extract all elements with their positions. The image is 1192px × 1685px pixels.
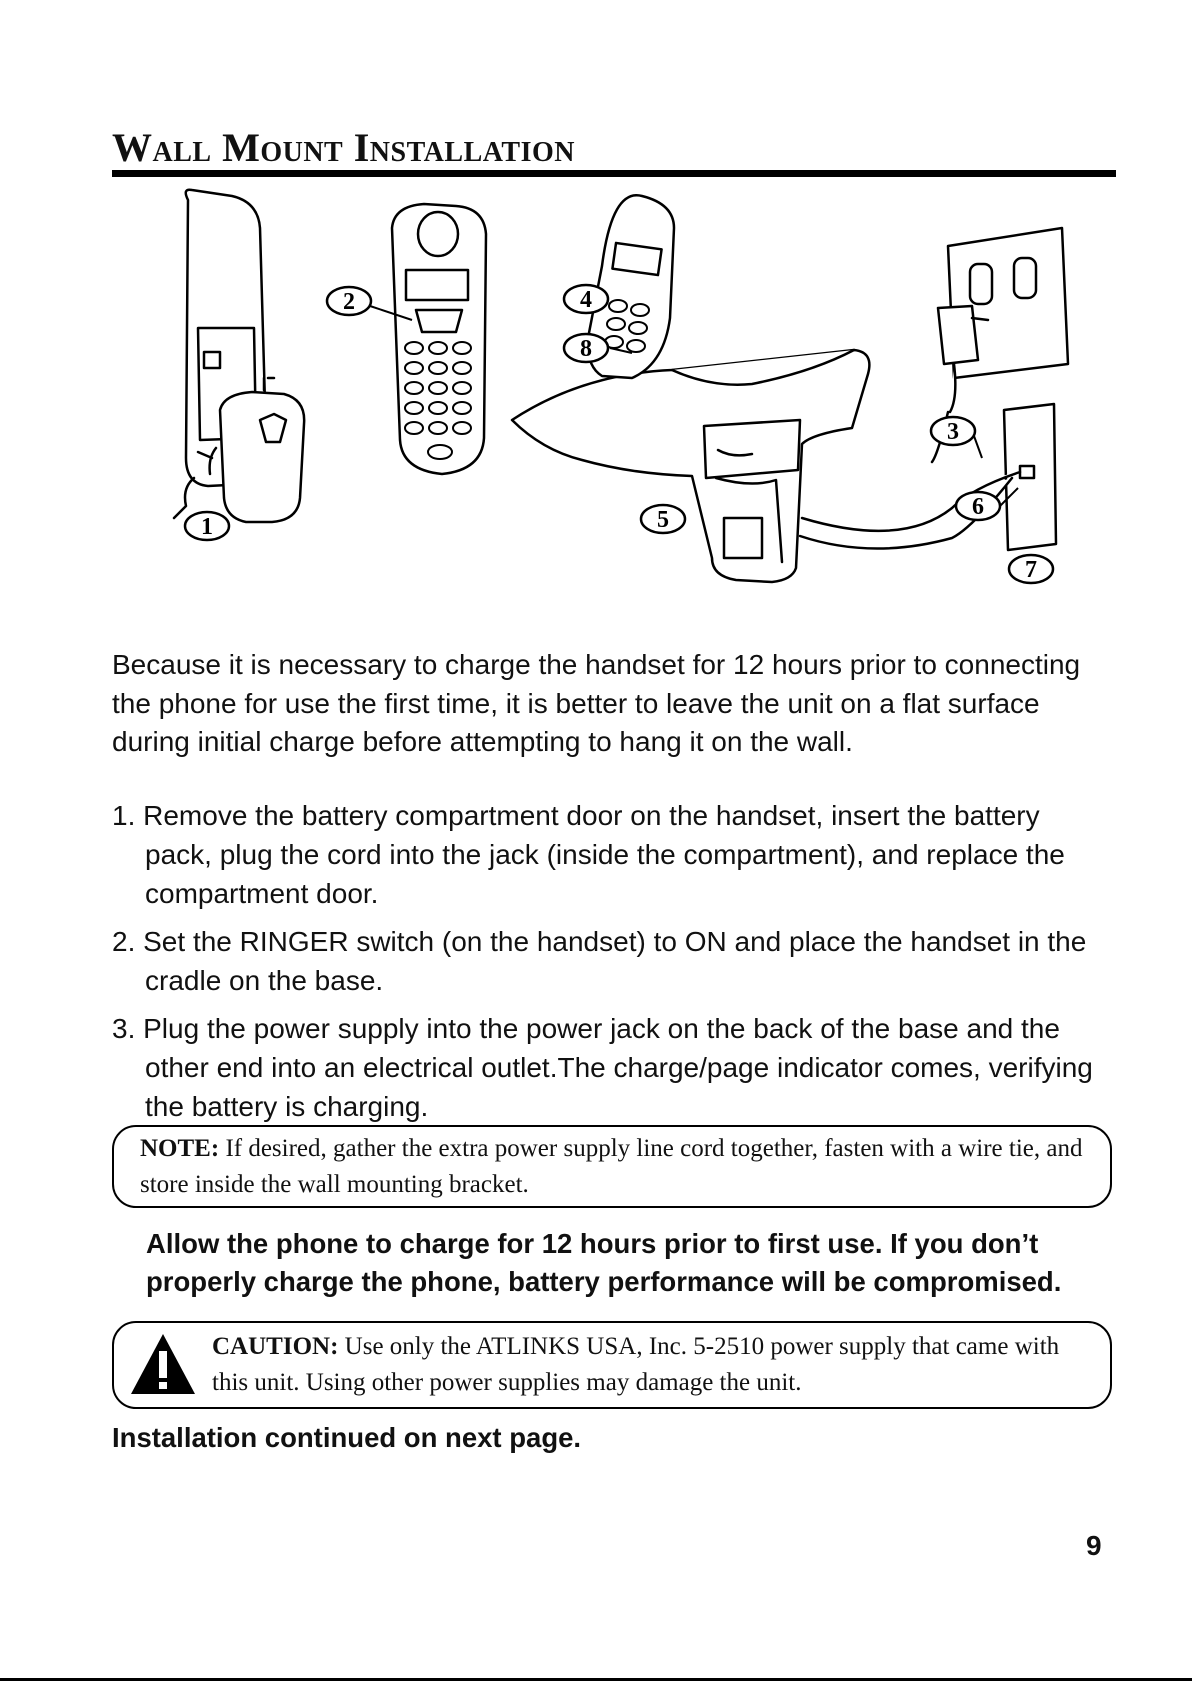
caution-label: CAUTION: xyxy=(212,1333,339,1360)
callout-3: 3 xyxy=(947,419,959,445)
callout-8: 8 xyxy=(580,336,592,362)
handset-back-illustration xyxy=(174,190,304,522)
step-item: 2. Set the RINGER switch (on the handset) to ON and place the handset in the cradle on the base. xyxy=(112,926,1087,996)
note-box xyxy=(112,1125,1112,1208)
note-text: If desired, gather the extra power supply line cord together, fasten with a wire tie, and store inside the wall mounting bracket. xyxy=(140,1135,1083,1198)
callout-5: 5 xyxy=(657,507,669,533)
handset-front-illustration xyxy=(392,204,486,474)
callout-4: 4 xyxy=(580,287,592,313)
page-number: 9 xyxy=(1086,1530,1102,1561)
step-item: 3. Plug the power supply into the power jack on the back of the base and the other end into an electrical outlet.The charge/page indicator comes, verifying the battery is charging. xyxy=(112,1013,1093,1122)
step-item: 1. Remove the battery compartment door on the handset, insert the battery pack, plug the cord into the jack (inside the compartment), and replace the compartment door. xyxy=(112,800,1065,909)
note-label: NOTE: xyxy=(140,1135,220,1162)
charge-warning: Allow the phone to charge for 12 hours prior to first use. If you don’t properly charge the phone, battery performance will be compromised. xyxy=(146,1228,1062,1297)
callout-6: 6 xyxy=(972,494,984,520)
installation-steps xyxy=(112,796,1112,1135)
continued-note: Installation continued on next page. xyxy=(112,1422,582,1453)
page-bottom-rule xyxy=(0,1678,1192,1681)
intro-paragraph: Because it is necessary to charge the handset for 12 hours prior to connecting the phone for use the first time, it is better to leave the unit on a flat surface during initial charge before attempting to hang it on the wall. xyxy=(112,649,1081,757)
callout-7: 7 xyxy=(1025,557,1037,583)
caution-text: Use only the ATLINKS USA, Inc. 5-2510 power supply that came with this unit. Using other power supplies may damage the unit. xyxy=(212,1333,1060,1396)
caution-box xyxy=(112,1321,1112,1409)
power-outlet-illustration xyxy=(938,228,1068,412)
callout-2: 2 xyxy=(343,289,355,315)
warning-triangle-icon xyxy=(128,1331,198,1397)
callout-1: 1 xyxy=(201,514,213,540)
page-title: Wall Mount Installation xyxy=(112,126,1116,177)
installation-illustration xyxy=(112,188,1116,628)
base-unit-illustration xyxy=(512,195,869,582)
